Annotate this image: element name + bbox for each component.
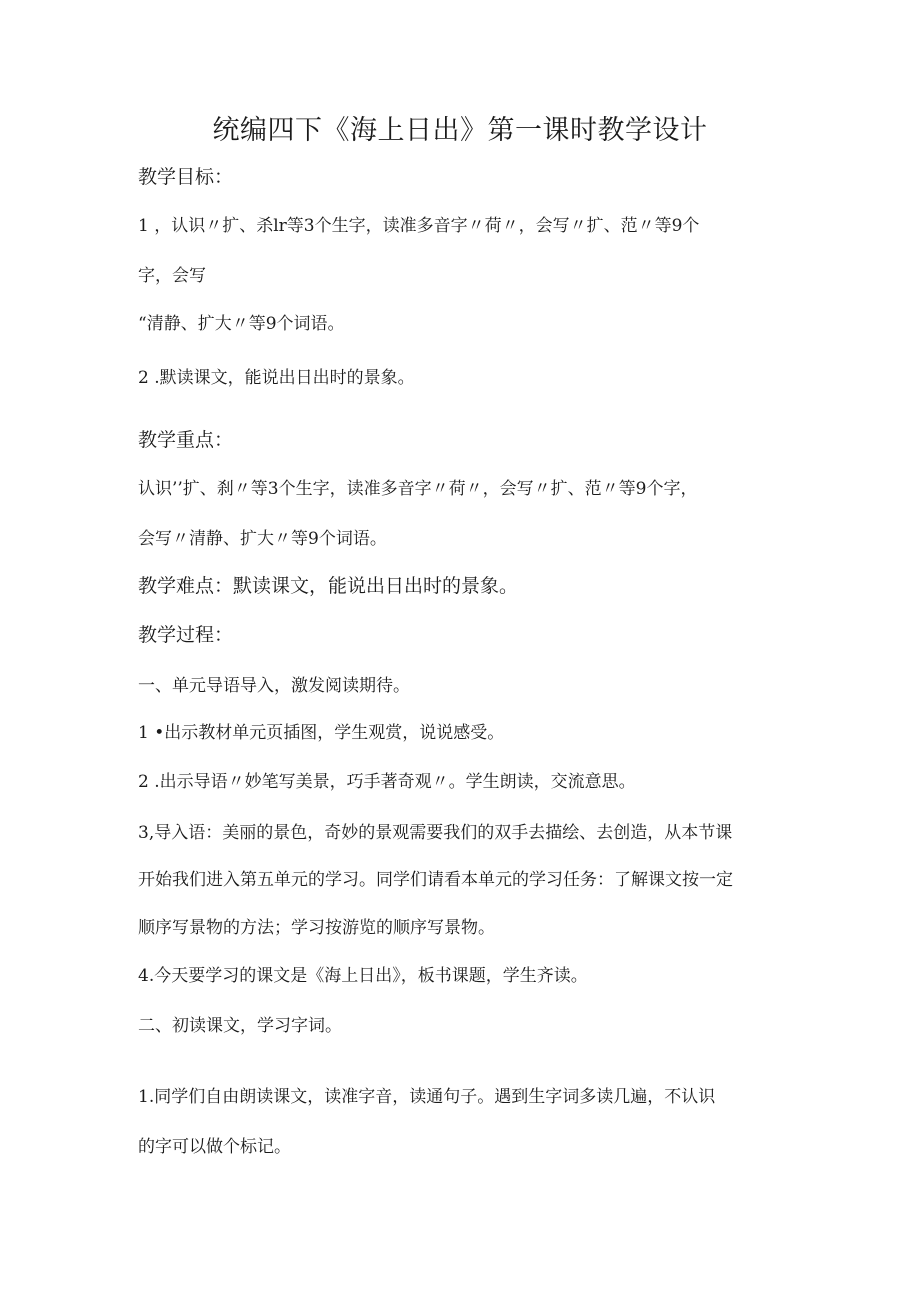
key-line-2: 会写〃清静、扩大〃等9个词语。 xyxy=(138,529,387,549)
section-1-heading: 一、单元导语导入，激发阅读期待。 xyxy=(138,676,410,696)
read-1-line-2: 的字可以做个标记。 xyxy=(138,1137,291,1157)
goal-2: 2 .默读课文，能说出日出时的景象。 xyxy=(138,368,415,388)
step-3-line-1: 3,导入语：美丽的景色，奇妙的景观需要我们的双手去描绘、去创造，从本节课 xyxy=(138,823,733,843)
goal-1-line-1: 1 ，认识〃扩、杀lr等3个生字，读准多音字〃荷〃，会写〃扩、范〃等9个 xyxy=(138,216,700,236)
step-3-line-3: 顺序写景物的方法；学习按游览的顺序写景物。 xyxy=(138,918,495,938)
key-line-1: 认识’’扩、刹〃等3个生字，读准多音字〃荷〃，会写〃扩、范〃等9个字， xyxy=(138,479,698,499)
goal-1-line-2: 字，会写 xyxy=(138,266,206,286)
goal-1-line-3: “清静、扩大〃等9个词语。 xyxy=(138,314,345,334)
goals-heading: 教学目标： xyxy=(138,166,234,188)
read-1-line-1: 1.同学们自由朗读课文，读准字音，读通句子。遇到生字词多读几遍，不认识 xyxy=(138,1087,716,1107)
step-4: 4.今天要学习的课文是《海上日出》，板书课题，学生齐读。 xyxy=(138,966,588,986)
step-3-line-2: 开始我们进入第五单元的学习。同学们请看本单元的学习任务：了解课文按一定 xyxy=(138,870,733,890)
difficulty-line: 教学难点：默读课文，能说出日出时的景象。 xyxy=(138,575,519,597)
step-2: 2 .出示导语〃妙笔写美景，巧手著奇观〃。学生朗读，交流意思。 xyxy=(138,772,636,792)
key-heading: 教学重点： xyxy=(138,429,234,451)
process-heading: 教学过程： xyxy=(138,624,234,646)
section-2-heading: 二、初读课文，学习字词。 xyxy=(138,1016,342,1036)
step-1: 1 •出示教材单元页插图，学生观赏，说说感受。 xyxy=(138,723,505,743)
document-title: 统编四下《海上日出》第一课时教学设计 xyxy=(212,115,708,146)
